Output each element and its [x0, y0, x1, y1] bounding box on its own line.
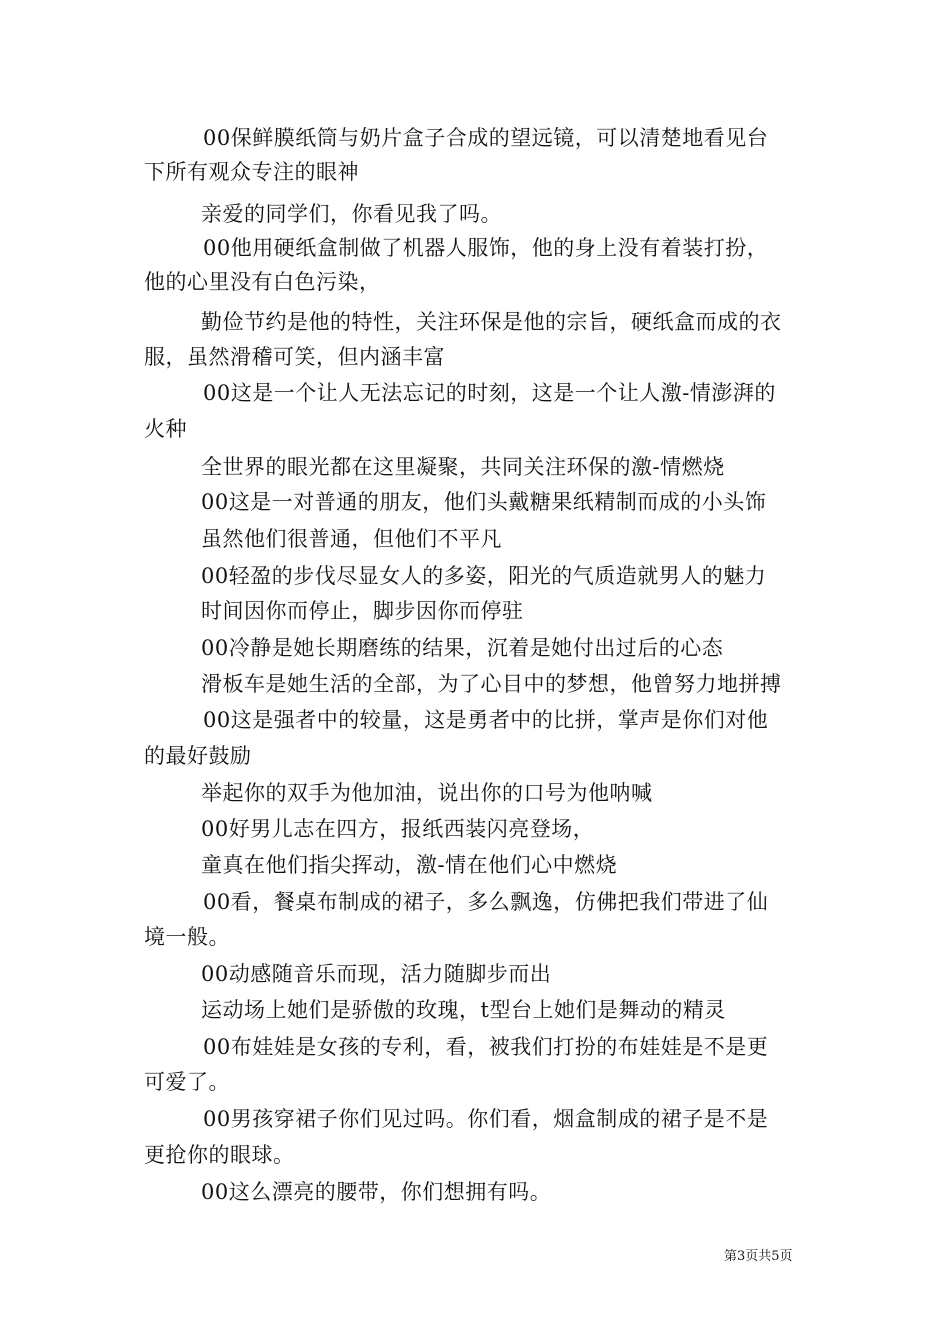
text-line: 下所有观众专注的眼神 [144, 160, 359, 184]
text-line: 亲爱的同学们，你看见我了吗。 [201, 202, 502, 226]
text-line: 00这是一对普通的朋友，他们头戴糖果纸精制而成的小头饰 [201, 490, 767, 514]
text-line: 虽然他们很普通，但他们不平凡 [201, 527, 502, 551]
text-line: 火种 [144, 417, 187, 441]
text-line: 00轻盈的步伐尽显女人的多姿，阳光的气质造就男人的魅力 [201, 564, 767, 588]
text-line: 00冷静是她长期磨练的结果，沉着是她付出过后的心态 [201, 636, 724, 660]
text-line: 00这么漂亮的腰带，你们想拥有吗。 [201, 1180, 552, 1204]
text-line: 00他用硬纸盒制做了机器人服饰，他的身上没有着装打扮， [203, 236, 769, 260]
text-line: 00男孩穿裙子你们见过吗。你们看，烟盒制成的裙子是不是 [203, 1107, 769, 1131]
text-line: 00这是一个让人无法忘记的时刻，这是一个让人激-情澎湃的 [203, 381, 776, 405]
text-line: 运动场上她们是骄傲的玫瑰，t型台上她们是舞动的精灵 [201, 998, 726, 1022]
page-number-footer: 第3页共5页 [724, 1249, 793, 1264]
text-line: 00布娃娃是女孩的专利，看，被我们打扮的布娃娃是不是更 [203, 1035, 769, 1059]
text-line: 00动感随音乐而现，活力随脚步而出 [201, 962, 552, 986]
text-line: 全世界的眼光都在这里凝聚，共同关注环保的激-情燃烧 [201, 455, 725, 479]
text-line: 00看，餐桌布制成的裙子，多么飘逸，仿佛把我们带进了仙 [203, 890, 769, 914]
text-line: 滑板车是她生活的全部，为了心目中的梦想，他曾努力地拼搏 [201, 672, 782, 696]
text-line: 童真在他们指尖挥动，激-情在他们心中燃烧 [201, 853, 618, 877]
text-line: 更抢你的眼球。 [144, 1143, 295, 1167]
text-line: 举起你的双手为他加油，说出你的口号为他呐喊 [201, 781, 653, 805]
text-line: 他的心里没有白色污染， [144, 270, 381, 294]
text-line: 时间因你而停止，脚步因你而停驻 [201, 599, 524, 623]
text-line: 境一般。 [144, 925, 230, 949]
text-line: 00这是强者中的较量，这是勇者中的比拼，掌声是你们对他 [203, 708, 769, 732]
text-line: 可爱了。 [144, 1070, 230, 1094]
text-line: 服，虽然滑稽可笑，但内涵丰富 [144, 345, 445, 369]
text-line: 00好男儿志在四方，报纸西装闪亮登场， [201, 817, 595, 841]
text-line: 00保鲜膜纸筒与奶片盒子合成的望远镜，可以清楚地看见台 [203, 126, 769, 150]
text-line: 的最好鼓励 [144, 744, 252, 768]
text-line: 勤俭节约是他的特性，关注环保是他的宗旨，硬纸盒而成的衣 [201, 310, 782, 334]
